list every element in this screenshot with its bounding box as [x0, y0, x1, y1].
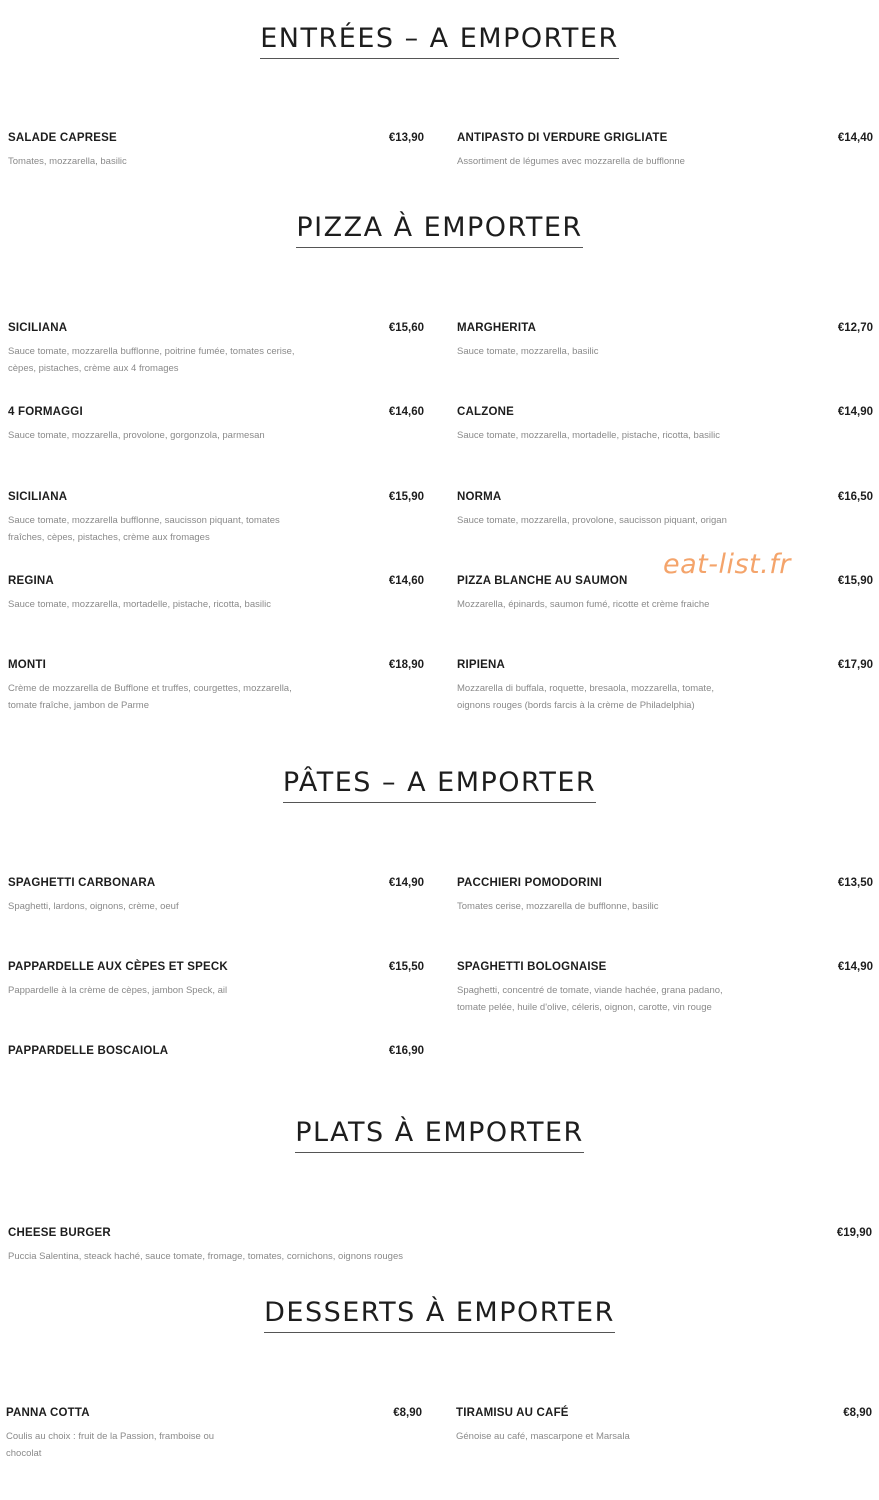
- item-price: €14,60: [388, 575, 424, 587]
- item-name: ANTIPASTO DI VERDURE GRIGLIATE: [457, 132, 668, 144]
- item-name: PACCHIERI POMODORINI: [457, 877, 602, 889]
- item-description: Sauce tomate, mozzarella bufflonne, poitrine fumée, tomates cerise, cèpes, pistaches, crème aux 4 fromages: [8, 346, 295, 374]
- menu-item: [8, 491, 424, 546]
- item-description: Spaghetti, lardons, oignons, crème, oeuf: [8, 901, 179, 912]
- section-title-plats: PLATS À EMPORTER: [0, 1116, 879, 1153]
- item-price: €8,90: [843, 1407, 872, 1419]
- menu-item: [457, 961, 873, 1016]
- item-price: €14,60: [388, 406, 424, 418]
- item-description: Sauce tomate, mozzarella, mortadelle, pistache, ricotta, basilic: [8, 599, 271, 610]
- menu-item: [457, 575, 873, 613]
- item-name: PANNA COTTA: [6, 1407, 90, 1419]
- item-price: €15,90: [837, 575, 873, 587]
- item-name: CHEESE BURGER: [8, 1227, 111, 1239]
- item-name: MARGHERITA: [457, 322, 537, 334]
- item-description: Sauce tomate, mozzarella, provolone, saucisson piquant, origan: [457, 515, 727, 526]
- section-title-entrees: ENTRÉES – A EMPORTER: [0, 22, 879, 59]
- item-name: PIZZA BLANCHE AU SAUMON: [457, 575, 628, 587]
- item-description: Assortiment de légumes avec mozzarella de bufflonne: [457, 156, 685, 167]
- section-title-desserts: DESSERTS À EMPORTER: [0, 1296, 879, 1333]
- item-description: Sauce tomate, mozzarella, provolone, gorgonzola, parmesan: [8, 430, 265, 441]
- menu-item: [8, 877, 424, 915]
- item-price: €12,70: [837, 322, 873, 334]
- menu-item: [456, 1407, 872, 1445]
- item-name: NORMA: [457, 491, 502, 503]
- menu-item: [457, 659, 873, 714]
- item-description: Coulis au choix : fruit de la Passion, framboise ou chocolat: [6, 1431, 215, 1459]
- section-title-pates: PÂTES – A EMPORTER: [0, 766, 879, 803]
- item-description: Spaghetti, concentré de tomate, viande hachée, grana padano, tomate pelée, huile d'olive, céleris, oignon, carotte, vin rouge: [457, 985, 723, 1013]
- item-description: Crème de mozzarella de Bufflone et truffes, courgettes, mozzarella, tomate fraîche, jambon de Parme: [8, 683, 292, 711]
- item-description: Sauce tomate, mozzarella, basilic: [457, 346, 599, 357]
- menu-item: [8, 1227, 872, 1265]
- item-name: MONTI: [8, 659, 47, 671]
- watermark: eat-list.fr: [663, 549, 791, 580]
- menu-item: [457, 132, 873, 170]
- section-title-pizza: PIZZA À EMPORTER: [0, 211, 879, 248]
- item-description: Mozzarella, épinards, saumon fumé, ricotte et crème fraiche: [457, 599, 710, 610]
- item-description: Pappardelle à la crème de cèpes, jambon Speck, ail: [8, 985, 228, 996]
- menu-item: [457, 491, 873, 529]
- item-price: €18,90: [388, 659, 424, 671]
- item-price: €19,90: [836, 1227, 872, 1239]
- item-price: €14,40: [837, 132, 873, 144]
- item-name: 4 FORMAGGI: [8, 406, 83, 418]
- menu-item: [457, 406, 873, 444]
- item-name: CALZONE: [457, 406, 514, 418]
- item-name: SALADE CAPRESE: [8, 132, 117, 144]
- item-name: SICILIANA: [8, 491, 68, 503]
- menu-item: [457, 322, 873, 360]
- item-name: SICILIANA: [8, 322, 68, 334]
- menu-item: [457, 877, 873, 915]
- item-name: PAPPARDELLE BOSCAIOLA: [8, 1045, 169, 1057]
- item-description: Tomates, mozzarella, basilic: [8, 156, 127, 167]
- item-name: TIRAMISU AU CAFÉ: [456, 1407, 569, 1419]
- menu-item: [8, 659, 424, 714]
- item-price: €17,90: [837, 659, 873, 671]
- menu-item: [8, 961, 424, 999]
- item-description: Puccia Salentina, steack haché, sauce tomate, fromage, tomates, cornichons, oignons rouges: [8, 1251, 404, 1262]
- item-name: RIPIENA: [457, 659, 506, 671]
- item-price: €16,90: [388, 1045, 424, 1057]
- item-price: €14,90: [837, 406, 873, 418]
- item-price: €14,90: [837, 961, 873, 973]
- menu-item: [8, 406, 424, 444]
- menu-item: [6, 1407, 422, 1462]
- menu-item: [8, 132, 424, 170]
- item-price: €13,50: [837, 877, 873, 889]
- item-price: €14,90: [388, 877, 424, 889]
- item-description: Génoise au café, mascarpone et Marsala: [456, 1431, 630, 1442]
- item-description: Sauce tomate, mozzarella, mortadelle, pistache, ricotta, basilic: [457, 430, 720, 441]
- item-description: Tomates cerise, mozzarella de bufflonne, basilic: [457, 901, 659, 912]
- menu-item: [8, 322, 424, 377]
- item-price: €15,50: [388, 961, 424, 973]
- item-price: €13,90: [388, 132, 424, 144]
- item-price: €15,90: [388, 491, 424, 503]
- item-price: €8,90: [393, 1407, 422, 1419]
- item-description: Mozzarella di buffala, roquette, bresaola, mozzarella, tomate, oignons rouges (bords farcis à la crème de Philadelphia): [457, 683, 714, 711]
- item-price: €16,50: [837, 491, 873, 503]
- menu-item: [8, 1045, 424, 1061]
- item-name: PAPPARDELLE AUX CÈPES ET SPECK: [8, 961, 228, 973]
- item-name: REGINA: [8, 575, 54, 587]
- item-price: €15,60: [388, 322, 424, 334]
- item-name: SPAGHETTI CARBONARA: [8, 877, 156, 889]
- item-name: SPAGHETTI BOLOGNAISE: [457, 961, 607, 973]
- item-description: Sauce tomate, mozzarella bufflonne, saucisson piquant, tomates fraîches, cèpes, pistaches, crème aux fromages: [8, 515, 280, 543]
- menu-item: [8, 575, 424, 613]
